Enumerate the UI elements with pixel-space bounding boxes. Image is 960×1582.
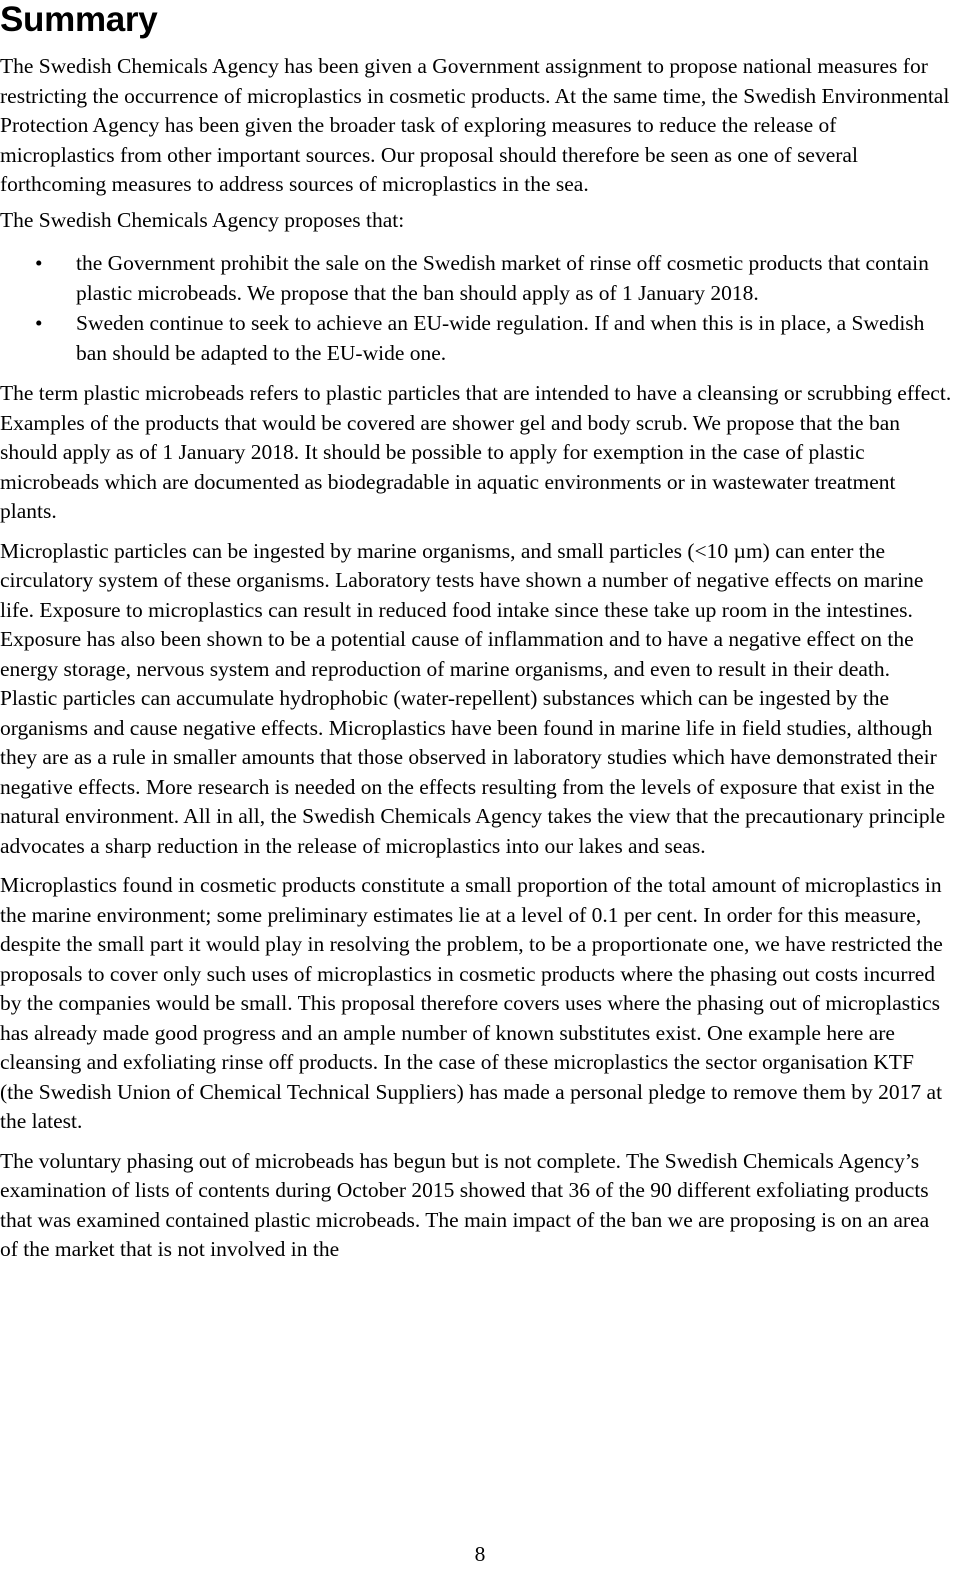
paragraph-effects: Microplastic particles can be ingested by marine organisms, and small particles (<10 µm) can enter the circulatory system of these organisms. Laboratory tests have shown a number of negative effects on marine life. Exposure to microplastics can result in reduced food intake since these take up room in the intestines. Exposure has also been shown to be a potential cause of inflammation and to have a negative effect on the energy storage, nervous system and reproduction of marine organisms, and even to result in their death. Plastic particles can accumulate hydrophobic (water-repellent) substances which can be ingested by the organisms and cause negative effects. Microplastics have been found in marine life in field studies, although they are as a rule in smaller amounts that those observed in laboratory studies which have demonstrated their negative effects. More research is needed on the effects resulting from the levels of exposure that exist in the natural environment. All in all, the Swedish Chemicals Agency takes the view that the precautionary principle advocates a sharp reduction in the release of microplastics into our lakes and seas. xyxy=(0,538,946,858)
proposal-list xyxy=(0,249,952,368)
bullet-icon: • xyxy=(35,251,43,275)
list-item-text: the Government prohibit the sale on the Swedish market of rinse off cosmetic products that contain plastic microbeads. We propose that the ban should apply as of 1 January 2018. xyxy=(76,251,929,305)
summary-body xyxy=(0,52,952,1265)
paragraph-voluntary: The voluntary phasing out of microbeads has begun but is not complete. The Swedish Chemicals Agency’s examination of lists of contents during October 2015 showed that 36 of the 90 different exfoliating products that was examined contained plastic microbeads. The main impact of the ban we are proposing is on an area of the market that is not involved in the xyxy=(0,1148,930,1261)
list-item xyxy=(0,249,952,308)
paragraph-proposes-lead: The Swedish Chemicals Agency proposes that: xyxy=(0,207,405,232)
paragraph-intro: The Swedish Chemicals Agency has been given a Government assignment to propose national measures for restricting the occurrence of microplastics in cosmetic products. At the same time, the Swedish Environmental Protection Agency has been given the broader task of exploring measures to reduce the release of microplastics from other important sources. Our proposal should therefore be seen as one of several forthcoming measures to address sources of microplastics in the sea. xyxy=(0,54,950,196)
section-heading: Summary xyxy=(0,0,158,39)
list-item xyxy=(0,309,952,368)
paragraph-term: The term plastic microbeads refers to plastic particles that are intended to have a cleansing or scrubbing effect. Examples of the products that would be covered are shower gel and body scrub. We propose that the ban should apply as of 1 January 2018. It should be possible to apply for exemption in the case of plastic microbeads which are documented as biodegradable in aquatic environments or in wastewater treatment plants. xyxy=(0,381,952,523)
bullet-icon: • xyxy=(35,311,43,335)
list-item-text: Sweden continue to seek to achieve an EU-wide regulation. If and when this is in place, a Swedish ban should be adapted to the EU-wide one. xyxy=(76,311,925,365)
paragraph-proportion: Microplastics found in cosmetic products constitute a small proportion of the total amount of microplastics in the marine environment; some preliminary estimates lie at a level of 0.1 per cent. In order for this measure, despite the small part it would play in resolving the problem, to be a proportionate one, we have restricted the proposals to cover only such uses of microplastics in cosmetic products where the phasing out costs incurred by the companies would be small. This proposal therefore covers uses where the phasing out of microplastics has already made good progress and an ample number of known substitutes exist. One example here are cleansing and exfoliating rinse off products. In the case of these microplastics the sector organisation KTF (the Swedish Union of Chemical Technical Suppliers) has made a personal pledge to remove them by 2017 at the latest. xyxy=(0,873,943,1133)
page-number: 8 xyxy=(474,1542,486,1566)
